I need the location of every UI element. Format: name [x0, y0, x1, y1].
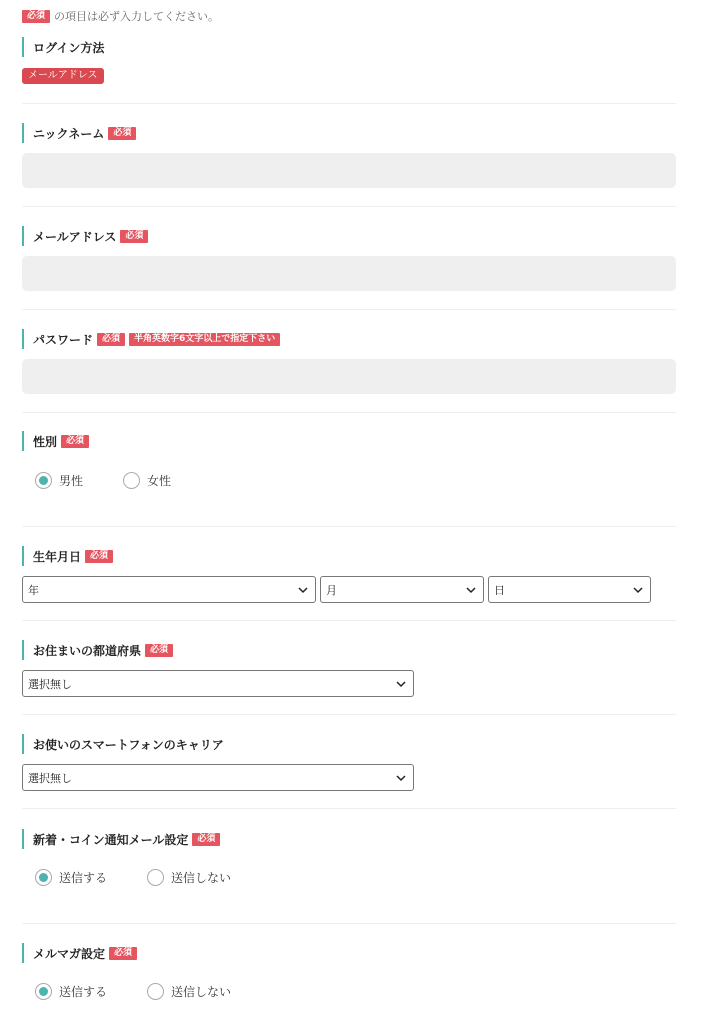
divider [22, 808, 676, 809]
required-badge: 必須 [120, 230, 148, 243]
radio-unchecked-icon [147, 983, 164, 1000]
gender-heading [22, 431, 89, 451]
nickname-input[interactable] [22, 153, 676, 188]
radio-unchecked-icon [147, 869, 164, 886]
required-badge: 必須 [192, 833, 220, 846]
notification-radio-no-send[interactable] [147, 869, 231, 886]
login-method-chip: メールアドレス [22, 68, 104, 84]
birth-year-value: 年 [28, 583, 39, 597]
notification-option-label: 送信しない [171, 871, 232, 885]
birth-year-select[interactable] [22, 576, 316, 603]
password-input[interactable] [22, 359, 676, 394]
divider [22, 206, 676, 207]
required-badge: 必須 [109, 947, 137, 960]
birthdate-heading [22, 546, 113, 566]
newsletter-radio-no-send[interactable] [147, 983, 231, 1000]
birth-day-value: 日 [494, 583, 505, 597]
required-badge: 必須 [97, 333, 125, 346]
password-label: パスワード [33, 332, 94, 347]
required-notice [22, 8, 219, 24]
newsletter-radio-group [35, 983, 271, 1000]
carrier-label: お使いのスマートフォンのキャリア [33, 737, 224, 752]
carrier-select[interactable] [22, 764, 414, 791]
notification-radio-send[interactable] [35, 869, 107, 886]
chevron-down-icon [395, 678, 407, 690]
required-badge: 必須 [145, 644, 173, 657]
required-badge: 必須 [85, 550, 113, 563]
divider [22, 412, 676, 413]
email-heading [22, 226, 148, 246]
newsletter-label: メルマガ設定 [33, 946, 106, 961]
radio-unchecked-icon [123, 472, 140, 489]
chevron-down-icon [465, 584, 477, 596]
newsletter-option-label: 送信する [59, 985, 108, 999]
carrier-heading [22, 734, 224, 754]
prefecture-heading [22, 640, 173, 660]
chevron-down-icon [395, 772, 407, 784]
chevron-down-icon [297, 584, 309, 596]
divider [22, 620, 676, 621]
gender-label: 性別 [33, 434, 58, 449]
notification-heading [22, 829, 220, 849]
prefecture-label: お住まいの都道府県 [33, 643, 142, 658]
required-badge: 必須 [108, 127, 136, 140]
notification-radio-group [35, 869, 271, 886]
birthdate-label: 生年月日 [33, 549, 82, 564]
gender-radio-male[interactable] [35, 472, 83, 489]
newsletter-radio-send[interactable] [35, 983, 107, 1000]
nickname-label: ニックネーム [33, 126, 105, 141]
login-method-label: ログイン方法 [33, 40, 105, 55]
required-notice-text: の項目は必ず入力してください。 [54, 10, 220, 23]
password-heading [22, 329, 280, 349]
divider [22, 103, 676, 104]
divider [22, 714, 676, 715]
divider [22, 923, 676, 924]
email-label: メールアドレス [33, 229, 117, 244]
newsletter-option-label: 送信しない [171, 985, 232, 999]
birth-day-select[interactable] [488, 576, 651, 603]
prefecture-value: 選択無し [28, 677, 72, 691]
required-badge: 必須 [22, 10, 50, 23]
login-method-heading [22, 37, 104, 57]
gender-radio-group [35, 472, 211, 489]
radio-checked-icon [35, 869, 52, 886]
birth-month-select[interactable] [320, 576, 484, 603]
chevron-down-icon [632, 584, 644, 596]
notification-label: 新着・コイン通知メール設定 [33, 832, 189, 847]
divider [22, 526, 676, 527]
email-input[interactable] [22, 256, 676, 291]
nickname-heading [22, 123, 136, 143]
carrier-value: 選択無し [28, 771, 72, 785]
gender-option-label: 女性 [147, 474, 172, 488]
password-hint-badge: 半角英数字6文字以上で指定下さい [129, 333, 280, 346]
divider [22, 309, 676, 310]
required-badge: 必須 [61, 435, 89, 448]
gender-radio-female[interactable] [123, 472, 171, 489]
birth-month-value: 月 [326, 583, 337, 597]
radio-checked-icon [35, 472, 52, 489]
radio-checked-icon [35, 983, 52, 1000]
newsletter-heading [22, 943, 137, 963]
gender-option-label: 男性 [59, 474, 84, 488]
prefecture-select[interactable] [22, 670, 414, 697]
notification-option-label: 送信する [59, 871, 108, 885]
